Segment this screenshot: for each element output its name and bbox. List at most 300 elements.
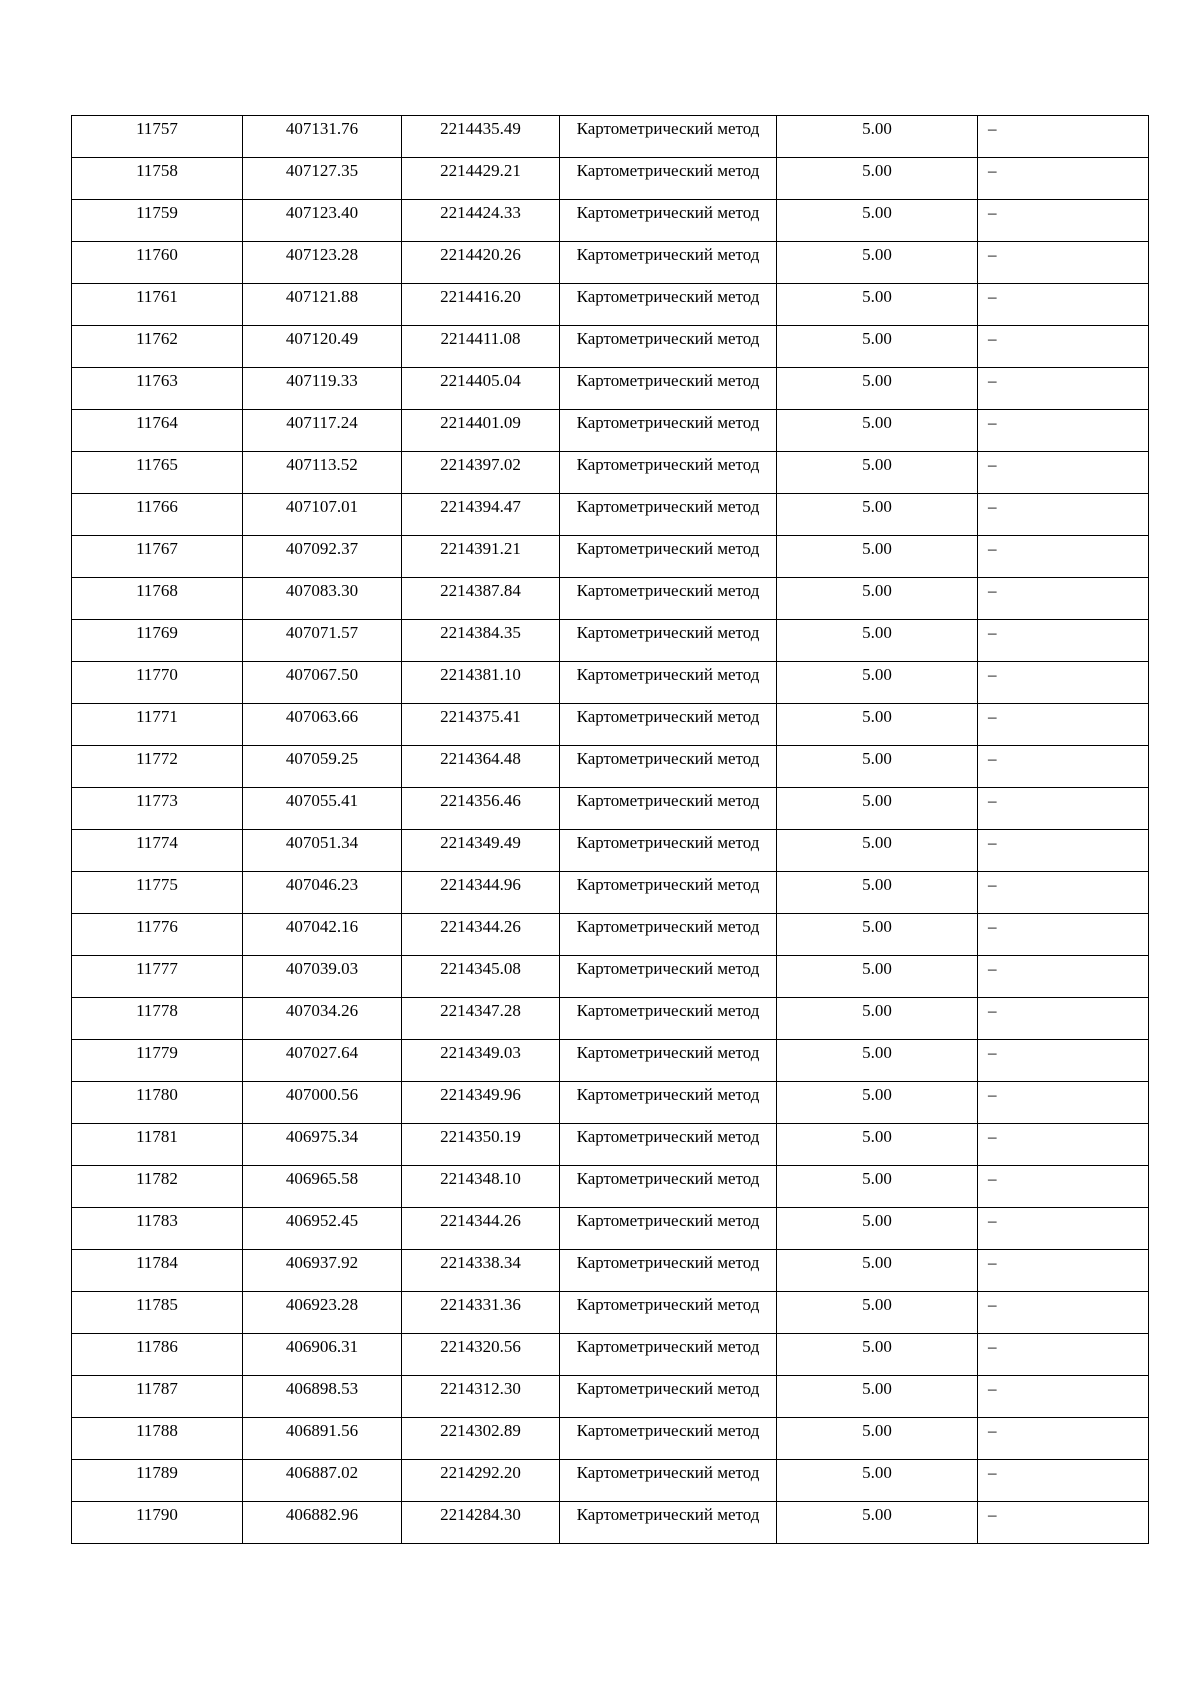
y-coordinate-text: 2214349.96 [440,1085,521,1104]
method-text: Картометрический метод [576,455,760,474]
accuracy-cell [777,1502,978,1544]
x-coordinate-cell [243,1250,402,1292]
description-text: – [988,413,997,432]
accuracy-text: 5.00 [862,245,892,264]
table-row [72,1292,1149,1334]
description-text: – [988,749,997,768]
accuracy-text: 5.00 [862,1295,892,1314]
y-coordinate-cell [402,1166,560,1208]
method-cell [560,1166,777,1208]
accuracy-cell [777,620,978,662]
y-coordinate-cell [402,1250,560,1292]
method-cell [560,872,777,914]
accuracy-cell [777,1166,978,1208]
method-cell [560,158,777,200]
accuracy-text: 5.00 [862,581,892,600]
y-coordinate-text: 2214312.30 [440,1379,521,1398]
y-coordinate-text: 2214347.28 [440,1001,521,1020]
point-number-text: 11767 [136,539,178,558]
table-row [72,1250,1149,1292]
y-coordinate-text: 2214391.21 [440,539,521,558]
description-cell [978,410,1149,452]
method-text: Картометрический метод [576,749,760,768]
point-number-cell [72,998,243,1040]
accuracy-text: 5.00 [862,791,892,810]
accuracy-cell [777,746,978,788]
point-number-text: 11761 [136,287,178,306]
accuracy-cell [777,830,978,872]
x-coordinate-cell [243,578,402,620]
description-cell [978,704,1149,746]
point-number-cell [72,536,243,578]
method-cell [560,746,777,788]
method-text: Картометрический метод [576,581,760,600]
point-number-cell [72,368,243,410]
description-text: – [988,581,997,600]
accuracy-text: 5.00 [862,413,892,432]
point-number-cell [72,1208,243,1250]
point-number-text: 11786 [136,1337,178,1356]
x-coordinate-cell [243,1292,402,1334]
x-coordinate-text: 406891.56 [285,1421,359,1440]
description-text: – [988,1421,997,1440]
method-text: Картометрический метод [576,161,760,180]
point-number-text: 11769 [136,623,178,642]
description-cell [978,662,1149,704]
method-cell [560,914,777,956]
x-coordinate-text: 407071.57 [285,623,359,642]
point-number-cell [72,1334,243,1376]
y-coordinate-text: 2214394.47 [440,497,521,516]
method-text: Картометрический метод [576,665,760,684]
table-row [72,1166,1149,1208]
table-row [72,1040,1149,1082]
x-coordinate-text: 406898.53 [285,1379,359,1398]
x-coordinate-cell [243,1208,402,1250]
accuracy-text: 5.00 [862,1463,892,1482]
method-cell [560,620,777,662]
description-cell [978,1166,1149,1208]
x-coordinate-cell [243,956,402,998]
point-number-text: 11771 [136,707,178,726]
description-cell [978,998,1149,1040]
x-coordinate-text: 407046.23 [285,875,359,894]
method-text: Картометрический метод [576,1085,760,1104]
point-number-text: 11777 [136,959,178,978]
y-coordinate-cell [402,1460,560,1502]
y-coordinate-cell [402,1082,560,1124]
table-row [72,746,1149,788]
x-coordinate-cell [243,1418,402,1460]
x-coordinate-cell [243,116,402,158]
description-text: – [988,875,997,894]
method-text: Картометрический метод [576,287,760,306]
y-coordinate-text: 2214356.46 [440,791,521,810]
point-number-cell [72,1376,243,1418]
description-text: – [988,1505,997,1524]
description-cell [978,1040,1149,1082]
point-number-cell [72,200,243,242]
accuracy-cell [777,116,978,158]
description-text: – [988,1127,997,1146]
accuracy-text: 5.00 [862,329,892,348]
table-row [72,200,1149,242]
table-row [72,1418,1149,1460]
point-number-cell [72,116,243,158]
x-coordinate-text: 406975.34 [285,1127,359,1146]
x-coordinate-cell [243,1334,402,1376]
point-number-text: 11785 [136,1295,178,1314]
y-coordinate-cell [402,452,560,494]
accuracy-cell [777,704,978,746]
description-cell [978,956,1149,998]
point-number-cell [72,1082,243,1124]
point-number-text: 11789 [136,1463,178,1482]
accuracy-text: 5.00 [862,497,892,516]
method-text: Картометрический метод [576,623,760,642]
y-coordinate-text: 2214424.33 [440,203,521,222]
accuracy-cell [777,1082,978,1124]
point-number-cell [72,872,243,914]
method-text: Картометрический метод [576,959,760,978]
description-text: – [988,371,997,390]
x-coordinate-cell [243,452,402,494]
method-cell [560,1376,777,1418]
x-coordinate-cell [243,368,402,410]
y-coordinate-text: 2214344.26 [440,1211,521,1230]
description-text: – [988,707,997,726]
y-coordinate-cell [402,914,560,956]
method-cell [560,1502,777,1544]
method-text: Картометрический метод [576,119,760,138]
accuracy-cell [777,158,978,200]
method-cell [560,1124,777,1166]
description-text: – [988,1043,997,1062]
point-number-text: 11788 [136,1421,178,1440]
x-coordinate-text: 407117.24 [286,413,358,432]
table-row [72,620,1149,662]
x-coordinate-cell [243,284,402,326]
table-row [72,116,1149,158]
point-number-text: 11782 [136,1169,178,1188]
y-coordinate-text: 2214435.49 [440,119,521,138]
description-cell [978,746,1149,788]
y-coordinate-cell [402,956,560,998]
description-text: – [988,1253,997,1272]
point-number-text: 11758 [136,161,178,180]
description-text: – [988,497,997,516]
x-coordinate-text: 407119.33 [286,371,358,390]
y-coordinate-text: 2214348.10 [440,1169,521,1188]
description-cell [978,1418,1149,1460]
table-row [72,1502,1149,1544]
table-row [72,1208,1149,1250]
method-text: Картометрический метод [576,791,760,810]
y-coordinate-cell [402,830,560,872]
y-coordinate-text: 2214344.96 [440,875,521,894]
table-row [72,242,1149,284]
point-number-text: 11774 [136,833,178,852]
method-text: Картометрический метод [576,1211,760,1230]
point-number-text: 11763 [136,371,178,390]
accuracy-cell [777,368,978,410]
point-number-text: 11768 [136,581,178,600]
method-cell [560,284,777,326]
accuracy-text: 5.00 [862,959,892,978]
y-coordinate-text: 2214345.08 [440,959,521,978]
description-text: – [988,161,997,180]
x-coordinate-text: 407063.66 [285,707,359,726]
method-text: Картометрический метод [576,497,760,516]
description-text: – [988,119,997,138]
table-row [72,494,1149,536]
table-row [72,788,1149,830]
x-coordinate-cell [243,830,402,872]
description-text: – [988,245,997,264]
x-coordinate-cell [243,1166,402,1208]
table-row [72,830,1149,872]
method-cell [560,326,777,368]
x-coordinate-text: 406906.31 [285,1337,359,1356]
accuracy-text: 5.00 [862,1379,892,1398]
point-number-cell [72,1166,243,1208]
point-number-cell [72,284,243,326]
method-cell [560,1040,777,1082]
point-number-cell [72,1502,243,1544]
description-cell [978,494,1149,536]
point-number-cell [72,242,243,284]
table-row [72,1124,1149,1166]
description-text: – [988,1211,997,1230]
description-text: – [988,623,997,642]
point-number-text: 11760 [136,245,178,264]
point-number-cell [72,746,243,788]
x-coordinate-cell [243,998,402,1040]
accuracy-cell [777,1292,978,1334]
y-coordinate-cell [402,536,560,578]
accuracy-text: 5.00 [862,1421,892,1440]
description-text: – [988,455,997,474]
x-coordinate-cell [243,410,402,452]
accuracy-text: 5.00 [862,455,892,474]
point-number-text: 11776 [136,917,178,936]
table-row [72,1460,1149,1502]
accuracy-cell [777,956,978,998]
description-cell [978,368,1149,410]
x-coordinate-cell [243,914,402,956]
method-text: Картометрический метод [576,917,760,936]
accuracy-cell [777,1334,978,1376]
x-coordinate-text: 407067.50 [285,665,359,684]
x-coordinate-text: 407131.76 [285,119,359,138]
accuracy-text: 5.00 [862,287,892,306]
point-number-cell [72,1124,243,1166]
table-row [72,914,1149,956]
y-coordinate-text: 2214375.41 [440,707,521,726]
y-coordinate-text: 2214401.09 [440,413,521,432]
method-text: Картометрический метод [576,371,760,390]
x-coordinate-cell [243,494,402,536]
coordinates-table [71,115,1149,1544]
point-number-text: 11770 [136,665,178,684]
y-coordinate-cell [402,620,560,662]
accuracy-text: 5.00 [862,1253,892,1272]
point-number-text: 11790 [136,1505,178,1524]
y-coordinate-text: 2214292.20 [440,1463,521,1482]
x-coordinate-text: 407127.35 [285,161,359,180]
description-cell [978,116,1149,158]
x-coordinate-text: 407059.25 [285,749,359,768]
coordinates-table-body [72,116,1149,1544]
table-row [72,284,1149,326]
accuracy-text: 5.00 [862,665,892,684]
method-cell [560,536,777,578]
accuracy-cell [777,200,978,242]
point-number-cell [72,410,243,452]
table-row [72,998,1149,1040]
x-coordinate-cell [243,788,402,830]
x-coordinate-cell [243,326,402,368]
x-coordinate-text: 406937.92 [285,1253,359,1272]
description-cell [978,158,1149,200]
y-coordinate-cell [402,704,560,746]
description-text: – [988,203,997,222]
method-text: Картометрический метод [576,1043,760,1062]
method-cell [560,116,777,158]
method-cell [560,830,777,872]
accuracy-cell [777,494,978,536]
description-text: – [988,1001,997,1020]
table-row [72,662,1149,704]
description-text: – [988,1169,997,1188]
point-number-text: 11780 [136,1085,178,1104]
x-coordinate-cell [243,662,402,704]
y-coordinate-text: 2214320.56 [440,1337,521,1356]
description-cell [978,1334,1149,1376]
y-coordinate-cell [402,200,560,242]
x-coordinate-text: 407120.49 [285,329,359,348]
description-cell [978,242,1149,284]
method-cell [560,200,777,242]
method-cell [560,1250,777,1292]
point-number-text: 11775 [136,875,178,894]
accuracy-text: 5.00 [862,161,892,180]
description-cell [978,536,1149,578]
point-number-cell [72,1460,243,1502]
point-number-cell [72,830,243,872]
method-cell [560,1334,777,1376]
point-number-text: 11757 [136,119,178,138]
point-number-text: 11765 [136,455,178,474]
x-coordinate-text: 407051.34 [285,833,359,852]
accuracy-text: 5.00 [862,1127,892,1146]
accuracy-cell [777,1208,978,1250]
accuracy-text: 5.00 [862,875,892,894]
method-cell [560,1208,777,1250]
point-number-text: 11778 [136,1001,178,1020]
description-cell [978,1124,1149,1166]
y-coordinate-cell [402,788,560,830]
x-coordinate-text: 406952.45 [285,1211,359,1230]
accuracy-cell [777,242,978,284]
x-coordinate-cell [243,872,402,914]
table-row [72,536,1149,578]
y-coordinate-text: 2214387.84 [440,581,521,600]
y-coordinate-cell [402,998,560,1040]
method-text: Картометрический метод [576,413,760,432]
point-number-cell [72,1250,243,1292]
description-text: – [988,665,997,684]
accuracy-text: 5.00 [862,1085,892,1104]
point-number-text: 11764 [136,413,178,432]
method-text: Картометрический метод [576,707,760,726]
y-coordinate-cell [402,326,560,368]
description-cell [978,914,1149,956]
description-cell [978,200,1149,242]
y-coordinate-text: 2214416.20 [440,287,521,306]
description-cell [978,1082,1149,1124]
point-number-text: 11772 [136,749,178,768]
accuracy-cell [777,1376,978,1418]
y-coordinate-cell [402,1208,560,1250]
description-cell [978,326,1149,368]
point-number-text: 11781 [136,1127,178,1146]
method-text: Картометрический метод [576,1169,760,1188]
method-text: Картометрический метод [576,1463,760,1482]
table-row [72,1082,1149,1124]
y-coordinate-cell [402,1292,560,1334]
accuracy-cell [777,1040,978,1082]
description-text: – [988,539,997,558]
table-row [72,704,1149,746]
y-coordinate-cell [402,662,560,704]
point-number-cell [72,914,243,956]
table-row [72,1334,1149,1376]
x-coordinate-text: 407055.41 [285,791,359,810]
method-text: Картометрический метод [576,1337,760,1356]
accuracy-text: 5.00 [862,833,892,852]
accuracy-text: 5.00 [862,707,892,726]
x-coordinate-cell [243,746,402,788]
accuracy-cell [777,326,978,368]
point-number-cell [72,788,243,830]
point-number-text: 11759 [136,203,178,222]
method-cell [560,1292,777,1334]
y-coordinate-cell [402,368,560,410]
accuracy-text: 5.00 [862,203,892,222]
y-coordinate-cell [402,1502,560,1544]
table-row [72,578,1149,620]
accuracy-cell [777,410,978,452]
method-cell [560,368,777,410]
method-text: Картометрический метод [576,329,760,348]
y-coordinate-text: 2214381.10 [440,665,521,684]
x-coordinate-text: 407083.30 [285,581,359,600]
y-coordinate-text: 2214397.02 [440,455,521,474]
method-text: Картометрический метод [576,1127,760,1146]
x-coordinate-cell [243,1460,402,1502]
x-coordinate-cell [243,1376,402,1418]
table-row [72,326,1149,368]
description-cell [978,872,1149,914]
y-coordinate-text: 2214331.36 [440,1295,521,1314]
y-coordinate-cell [402,1124,560,1166]
method-text: Картометрический метод [576,1001,760,1020]
accuracy-cell [777,872,978,914]
accuracy-text: 5.00 [862,539,892,558]
accuracy-text: 5.00 [862,749,892,768]
point-number-text: 11766 [136,497,178,516]
